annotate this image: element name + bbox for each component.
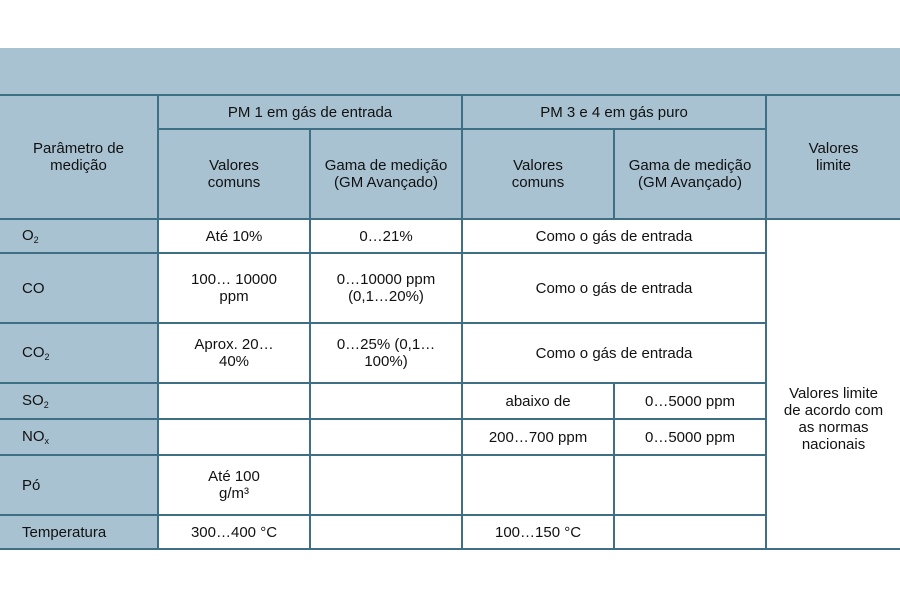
cell-co2-pm1-range: 0…25% (0,1…100%) <box>310 323 462 383</box>
gas-measurement-table <box>0 94 900 550</box>
cell-o2-pm34: Como o gás de entrada <box>462 219 766 253</box>
row-temperature <box>0 515 900 549</box>
cell-co-pm1-range: 0…10000 ppm (0,1…20%) <box>310 253 462 323</box>
cell-nox-pm34-range: 0…5000 ppm <box>614 419 766 455</box>
cell-nox-pm1-typical <box>158 419 310 455</box>
row-dust <box>0 455 900 515</box>
row-co <box>0 253 900 323</box>
header-pm1-range: Gama de medição (GM Avançado) <box>310 129 462 219</box>
header-row-groups <box>0 95 900 129</box>
cell-o2-pm1-range: 0…21% <box>310 219 462 253</box>
header-pm34-range: Gama de medição (GM Avançado) <box>614 129 766 219</box>
cell-temp-pm34-range <box>614 515 766 549</box>
param-co2: $CO_2$ <box>0 323 158 383</box>
cell-temp-pm1-typical: 300…400 °C <box>158 515 310 549</box>
header-parameter: Parâmetro de medição <box>0 95 158 219</box>
param-dust: Pó <box>0 455 158 515</box>
param-co: CO <box>0 253 158 323</box>
header-group-pm1: PM 1 em gás de entrada <box>158 95 462 129</box>
cell-nox-pm1-range <box>310 419 462 455</box>
limit-values-text: Valores limite de acordo com as normas nacionais <box>783 385 884 453</box>
row-nox <box>0 419 900 455</box>
cell-so2-pm34-range: 0…5000 ppm <box>614 383 766 419</box>
cell-o2-pm1-typical: Até 10% <box>158 219 310 253</box>
header-group-pm34: PM 3 e 4 em gás puro <box>462 95 766 129</box>
param-nox: $NO_x$ <box>0 419 158 455</box>
param-so2: $SO_2$ <box>0 383 158 419</box>
cell-dust-pm1-range <box>310 455 462 515</box>
cell-so2-pm1-range <box>310 383 462 419</box>
cell-co-pm34: Como o gás de entrada <box>462 253 766 323</box>
cell-dust-pm1-typical: Até 100 g/m³ <box>158 455 310 515</box>
cell-co-pm1-typical: 100… 10000 ppm <box>158 253 310 323</box>
row-co2 <box>0 323 900 383</box>
cell-limit-values <box>766 219 900 549</box>
row-so2 <box>0 383 900 419</box>
cell-dust-pm34-typical <box>462 455 614 515</box>
header-banner <box>0 48 900 94</box>
row-o2 <box>0 219 900 253</box>
cell-temp-pm34-typical: 100…150 °C <box>462 515 614 549</box>
cell-dust-pm34-range <box>614 455 766 515</box>
param-temperature: Temperatura <box>0 515 158 549</box>
cell-co2-pm34: Como o gás de entrada <box>462 323 766 383</box>
cell-so2-pm34-typical: abaixo de <box>462 383 614 419</box>
cell-so2-pm1-typical <box>158 383 310 419</box>
cell-co2-pm1-typical: Aprox. 20…40% <box>158 323 310 383</box>
cell-nox-pm34-typical: 200…700 ppm <box>462 419 614 455</box>
cell-temp-pm1-range <box>310 515 462 549</box>
header-pm34-typical: Valores comuns <box>462 129 614 219</box>
header-pm1-typical: Valores comuns <box>158 129 310 219</box>
header-limit-values: Valores limite <box>766 95 900 219</box>
param-o2: $O_2$ <box>0 219 158 253</box>
